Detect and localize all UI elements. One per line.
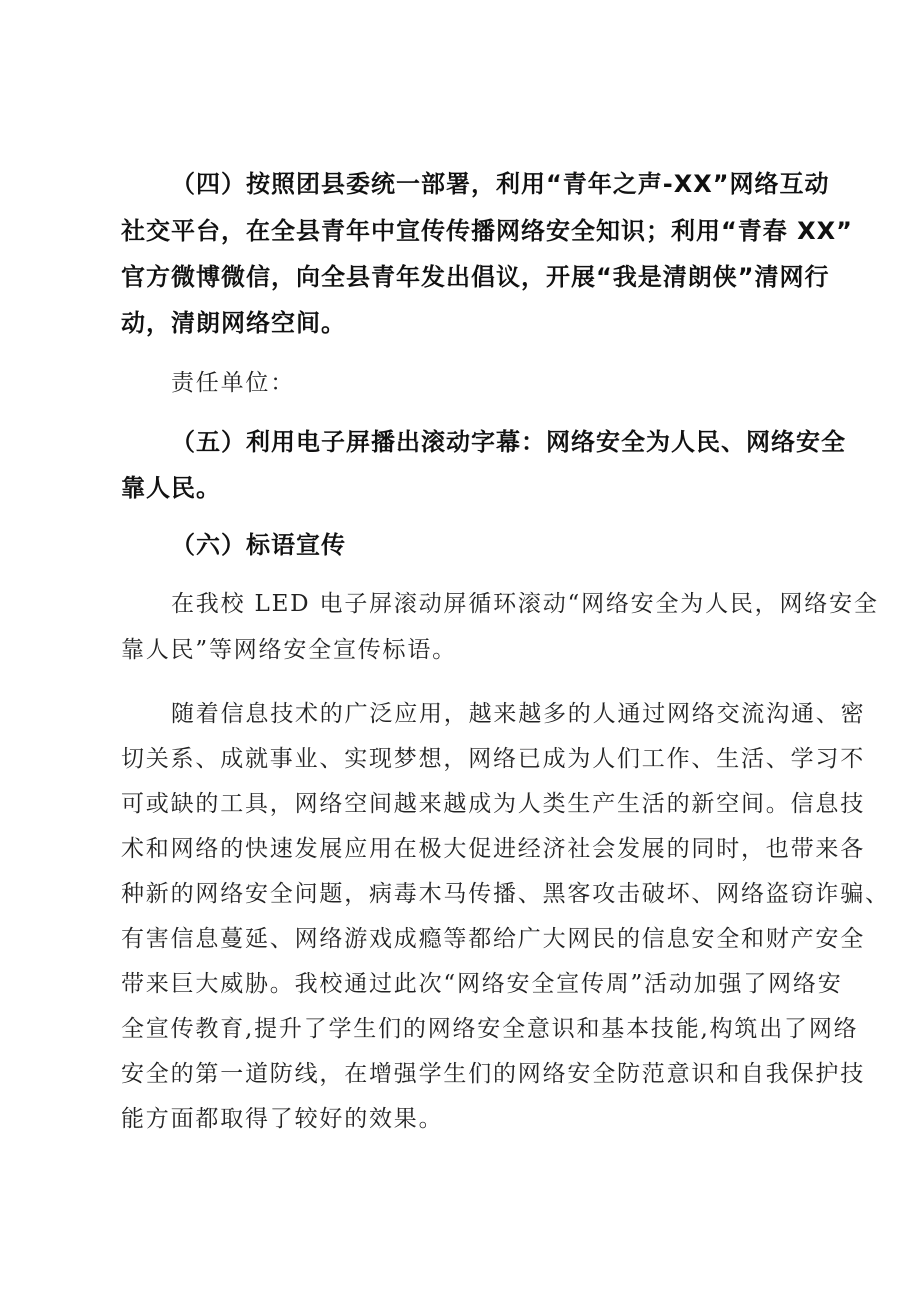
section-6-heading: （六）标语宣传	[171, 531, 346, 559]
section-4-line-2: 社交平台，在全县青年中宣传传播网络安全知识；利用“青春 XX”	[121, 217, 853, 245]
summary-paragraph-line-8: 全宣传教育,提升了学生们的网络安全意识和基本技能,构筑出了网络	[121, 1016, 859, 1042]
slogan-paragraph-line-2: 靠人民”等网络安全宣传标语。	[121, 637, 457, 663]
summary-paragraph-line-4: 术和网络的快速发展应用在极大促进经济社会发展的同时，也带来各	[121, 836, 865, 862]
summary-paragraph-line-6: 有害信息蔓延、网络游戏成瘾等都给广大网民的信息安全和财产安全	[121, 926, 865, 952]
section-5-line-1: （五）利用电子屏播出滚动字幕：网络安全为人民、网络安全	[171, 428, 846, 456]
summary-paragraph-line-7: 带来巨大威胁。我校通过此次“网络安全宣传周”活动加强了网络安	[121, 971, 843, 997]
slogan-paragraph-line-1: 在我校 LED 电子屏滚动屏循环滚动“网络安全为人民，网络安全	[171, 591, 879, 617]
summary-paragraph-line-3: 可或缺的工具，网络空间越来越成为人类生产生活的新空间。信息技	[121, 791, 865, 817]
section-4-line-3: 官方微博微信，向全县青年发出倡议，开展“我是清朗侠”清网行	[121, 263, 830, 291]
summary-paragraph-line-10: 能方面都取得了较好的效果。	[121, 1106, 444, 1132]
section-4-line-1: （四）按照团县委统一部署，利用“青年之声-XX”网络互动	[171, 170, 830, 198]
summary-paragraph-line-1: 随着信息技术的广泛应用，越来越多的人通过网络交流沟通、密	[171, 701, 866, 727]
section-5-line-2: 靠人民。	[121, 474, 221, 502]
summary-paragraph-line-5: 种新的网络安全问题，病毒木马传播、黑客攻击破坏、网络盗窃诈骗、	[121, 881, 890, 907]
section-4-line-4: 动，清朗网络空间。	[121, 309, 346, 337]
summary-paragraph-line-9: 安全的第一道防线，在增强学生们的网络安全防范意识和自我保护技	[121, 1061, 865, 1087]
responsible-unit-label: 责任单位：	[171, 370, 295, 396]
summary-paragraph-line-2: 切关系、成就事业、实现梦想，网络已成为人们工作、生活、学习不	[121, 746, 865, 772]
